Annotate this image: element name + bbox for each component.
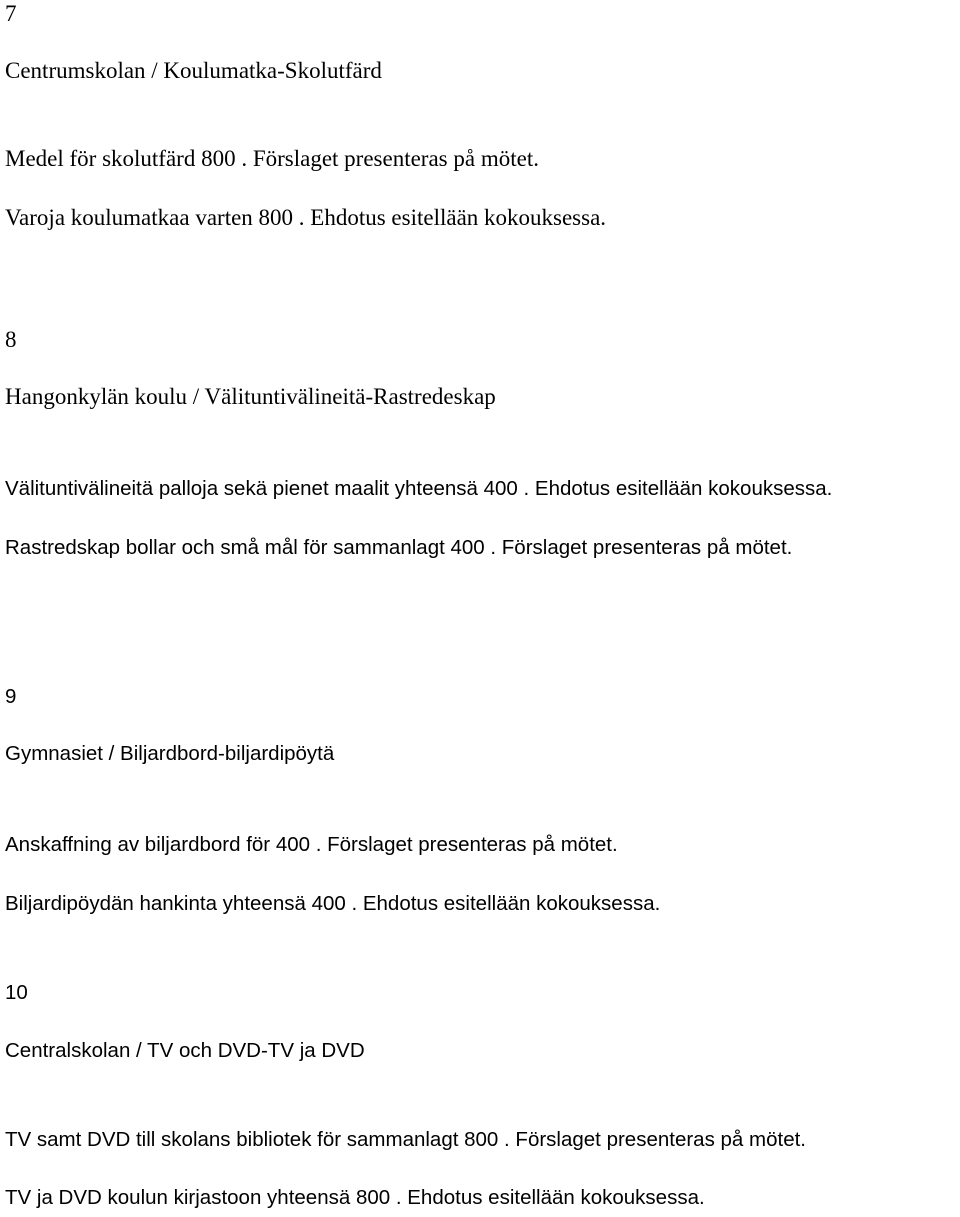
section-9-line-1: Anskaffning av biljardbord för 400 . Förslaget presenteras på mötet. [5, 833, 618, 856]
section-10-line-2: TV ja DVD koulun kirjastoon yhteensä 800 . Ehdotus esitellään kokouksessa. [5, 1186, 705, 1209]
section-10-title: Centralskolan / TV och DVD-TV ja DVD [5, 1039, 365, 1062]
section-7-number: 7 [5, 1, 17, 26]
section-8-line-2: Rastredskap bollar och små mål för sammanlagt 400 . Förslaget presenteras på mötet. [5, 536, 793, 559]
section-8-number: 8 [5, 327, 17, 352]
section-9-title: Gymnasiet / Biljardbord-biljardipöytä [5, 742, 335, 765]
section-10-number: 10 [5, 981, 28, 1004]
section-9-number: 9 [5, 685, 17, 708]
section-7-title: Centrumskolan / Koulumatka-Skolutfärd [5, 58, 382, 83]
section-8-line-1: Välituntivälineitä palloja sekä pienet maalit yhteensä 400 . Ehdotus esitellään kokouksessa. [5, 477, 833, 500]
section-7-line-2: Varoja koulumatkaa varten 800 . Ehdotus esitellään kokouksessa. [5, 205, 607, 230]
section-8-title: Hangonkylän koulu / Välituntivälineitä-Rastredeskap [5, 384, 496, 409]
section-7-line-1: Medel för skolutfärd 800 . Förslaget presenteras på mötet. [5, 146, 539, 171]
section-9-line-2: Biljardipöydän hankinta yhteensä 400 . Ehdotus esitellään kokouksessa. [5, 892, 661, 915]
section-10-line-1: TV samt DVD till skolans bibliotek för sammanlagt 800 . Förslaget presenteras på mötet. [5, 1128, 806, 1151]
